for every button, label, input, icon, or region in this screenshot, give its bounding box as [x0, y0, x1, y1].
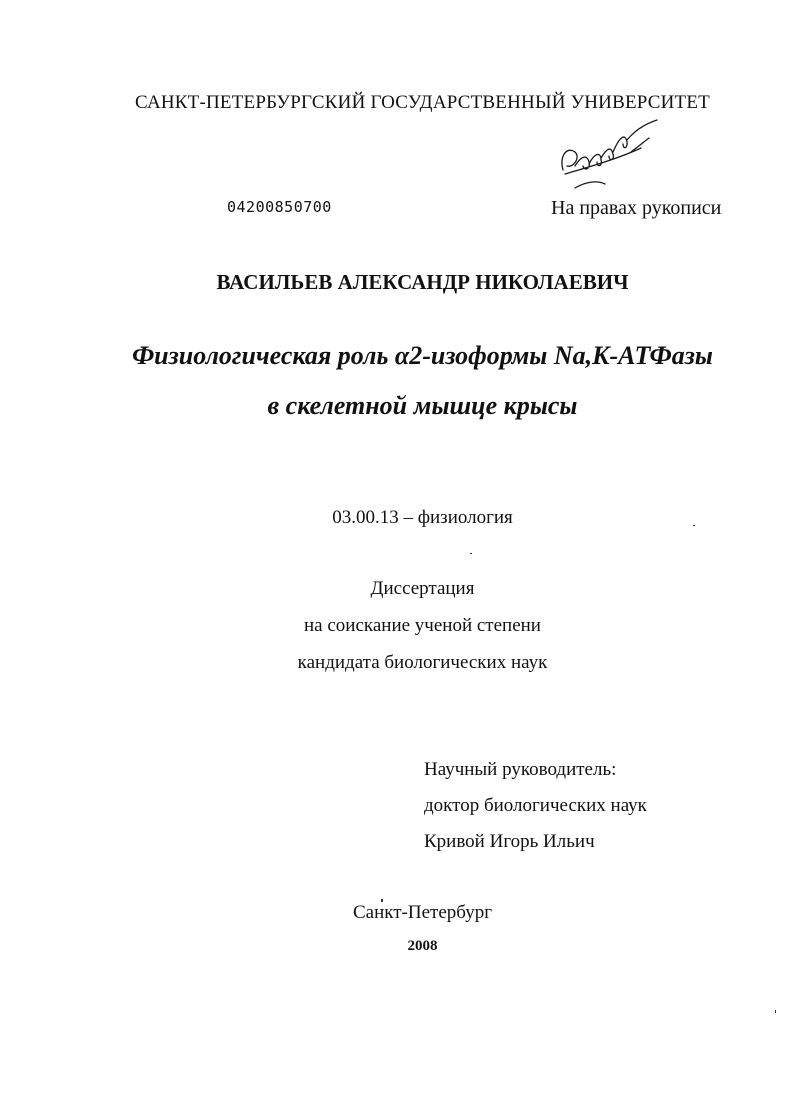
supervisor-degree: доктор биологических наук: [424, 795, 647, 816]
supervisor-name: Кривой Игорь Ильич: [424, 831, 595, 852]
rights-note: На правах рукописи: [551, 197, 722, 219]
supervisor-label: Научный руководитель:: [424, 759, 617, 780]
degree-line-1: Диссертация: [370, 578, 475, 599]
specialty-code: 03.00.13 – физиология: [332, 507, 513, 528]
university-name: САНКТ-ПЕТЕРБУРГСКИЙ ГОСУДАРСТВЕННЫЙ УНИВЕРСИТЕТ: [135, 92, 710, 113]
author-name: ВАСИЛЬЕВ АЛЕКСАНДР НИКОЛАЕВИЧ: [216, 270, 629, 294]
scan-speck: [693, 525, 695, 526]
degree-line-3: кандидата биологических наук: [297, 652, 548, 673]
handwritten-signature: [545, 108, 675, 198]
city: Санкт-Петербург: [352, 902, 492, 923]
dissertation-title-line-1: Физиологическая роль α2-изоформы Na,K-АТФазы: [132, 341, 713, 370]
scan-speck: [381, 899, 383, 902]
year: 2008: [407, 938, 438, 954]
degree-line-2: на соискание ученой степени: [304, 615, 541, 636]
document-code: 04200850700: [227, 198, 332, 216]
scan-speck: [470, 553, 472, 554]
scan-speck: [775, 1010, 776, 1013]
dissertation-title-line-2: в скелетной мышце крысы: [267, 391, 578, 420]
